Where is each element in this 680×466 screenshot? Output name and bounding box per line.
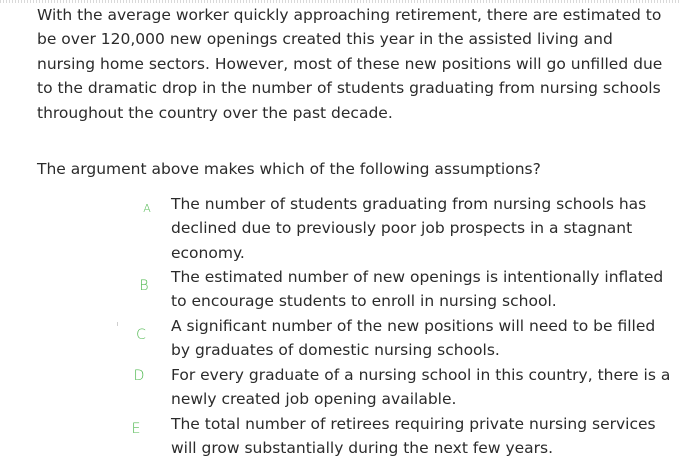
choice-text-d: For every graduate of a nursing school in this country, there is a newly created job opening available.	[171, 366, 671, 409]
choice-text-a: The number of students graduating from nursing schools has declined due to previously poor job prospects in a stagnant economy.	[171, 195, 647, 262]
choice-letter-e: E	[131, 421, 141, 437]
choice-text-c: A significant number of the new positions will need to be filled by graduates of domestic nursing schools.	[171, 317, 656, 360]
divider-tick	[117, 322, 118, 326]
choice-text-b: The estimated number of new openings is intentionally inflated to encourage students to enroll in nursing school.	[171, 268, 664, 311]
choice-letter-c: C	[136, 327, 146, 343]
choice-text-e: The total number of retirees requiring private nursing services will grow substantially during the next few years.	[171, 415, 656, 458]
choice-letter-a: A	[143, 202, 151, 215]
passage-text: With the average worker quickly approaching retirement, there are estimated to be over 120,000 new openings created this year in the assisted living and nursing home sectors. However, most of these new positions will go unfilled due to the dramatic drop in the number of students graduating from nursing schools throughout the country over the past decade.	[37, 6, 663, 122]
question-stem: The argument above makes which of the following assumptions?	[37, 160, 541, 178]
choice-letter-b: B	[139, 278, 149, 294]
choice-letter-d: D	[133, 368, 145, 384]
